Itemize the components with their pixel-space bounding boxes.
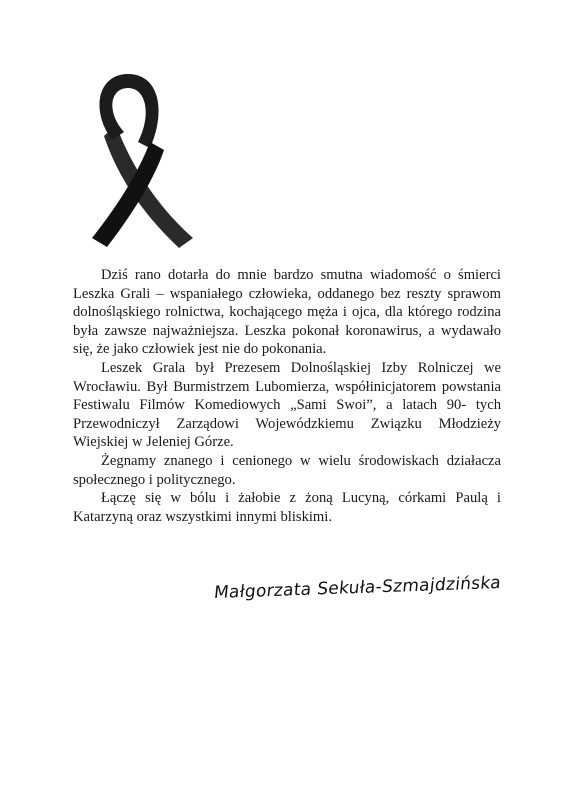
paragraph-farewell: Żegnamy znanego i cenionego w wielu środowiskach działacza społecznego i politycznego. [73, 452, 501, 488]
mourning-ribbon-icon [76, 70, 196, 250]
paragraph-condolences: Łączę się w bólu i żałobie z żoną Lucyną, córkami Paulą i Katarzyną oraz wszystkimi innymi bliskimi. [73, 490, 501, 525]
handwritten-signature [213, 572, 503, 633]
paragraph-news: Dziś rano dotarła do mnie bardzo smutna wiadomość o śmierci Leszka Grali – wspaniałego człowieka, oddanego bez reszty sprawom dolnośląskiego rolnictwa, kochającego męża i ojca, dla którego rodzina była zawsze najważniejsza. Leszka pokonał koronawirus, a wydawało się, że jako człowiek jest nie do pokonania. [73, 267, 501, 358]
condolence-letter [73, 266, 501, 526]
signature-text: Małgorzata Sekuła-Szmajdzińska [213, 572, 503, 604]
paragraph-biography: Leszek Grala był Prezesem Dolnośląskiej Izby Rolniczej we Wrocławiu. Był Burmistrzem Lubomierza, współinicjatorem powstania Festiwalu Filmów Komediowych „Sami Swoi”, a latach 90- tych Przewodniczył Zarządowi Wojewódzkiemu Związku Młodzieży Wiejskiej w Jeleniej Górze. [73, 359, 501, 451]
